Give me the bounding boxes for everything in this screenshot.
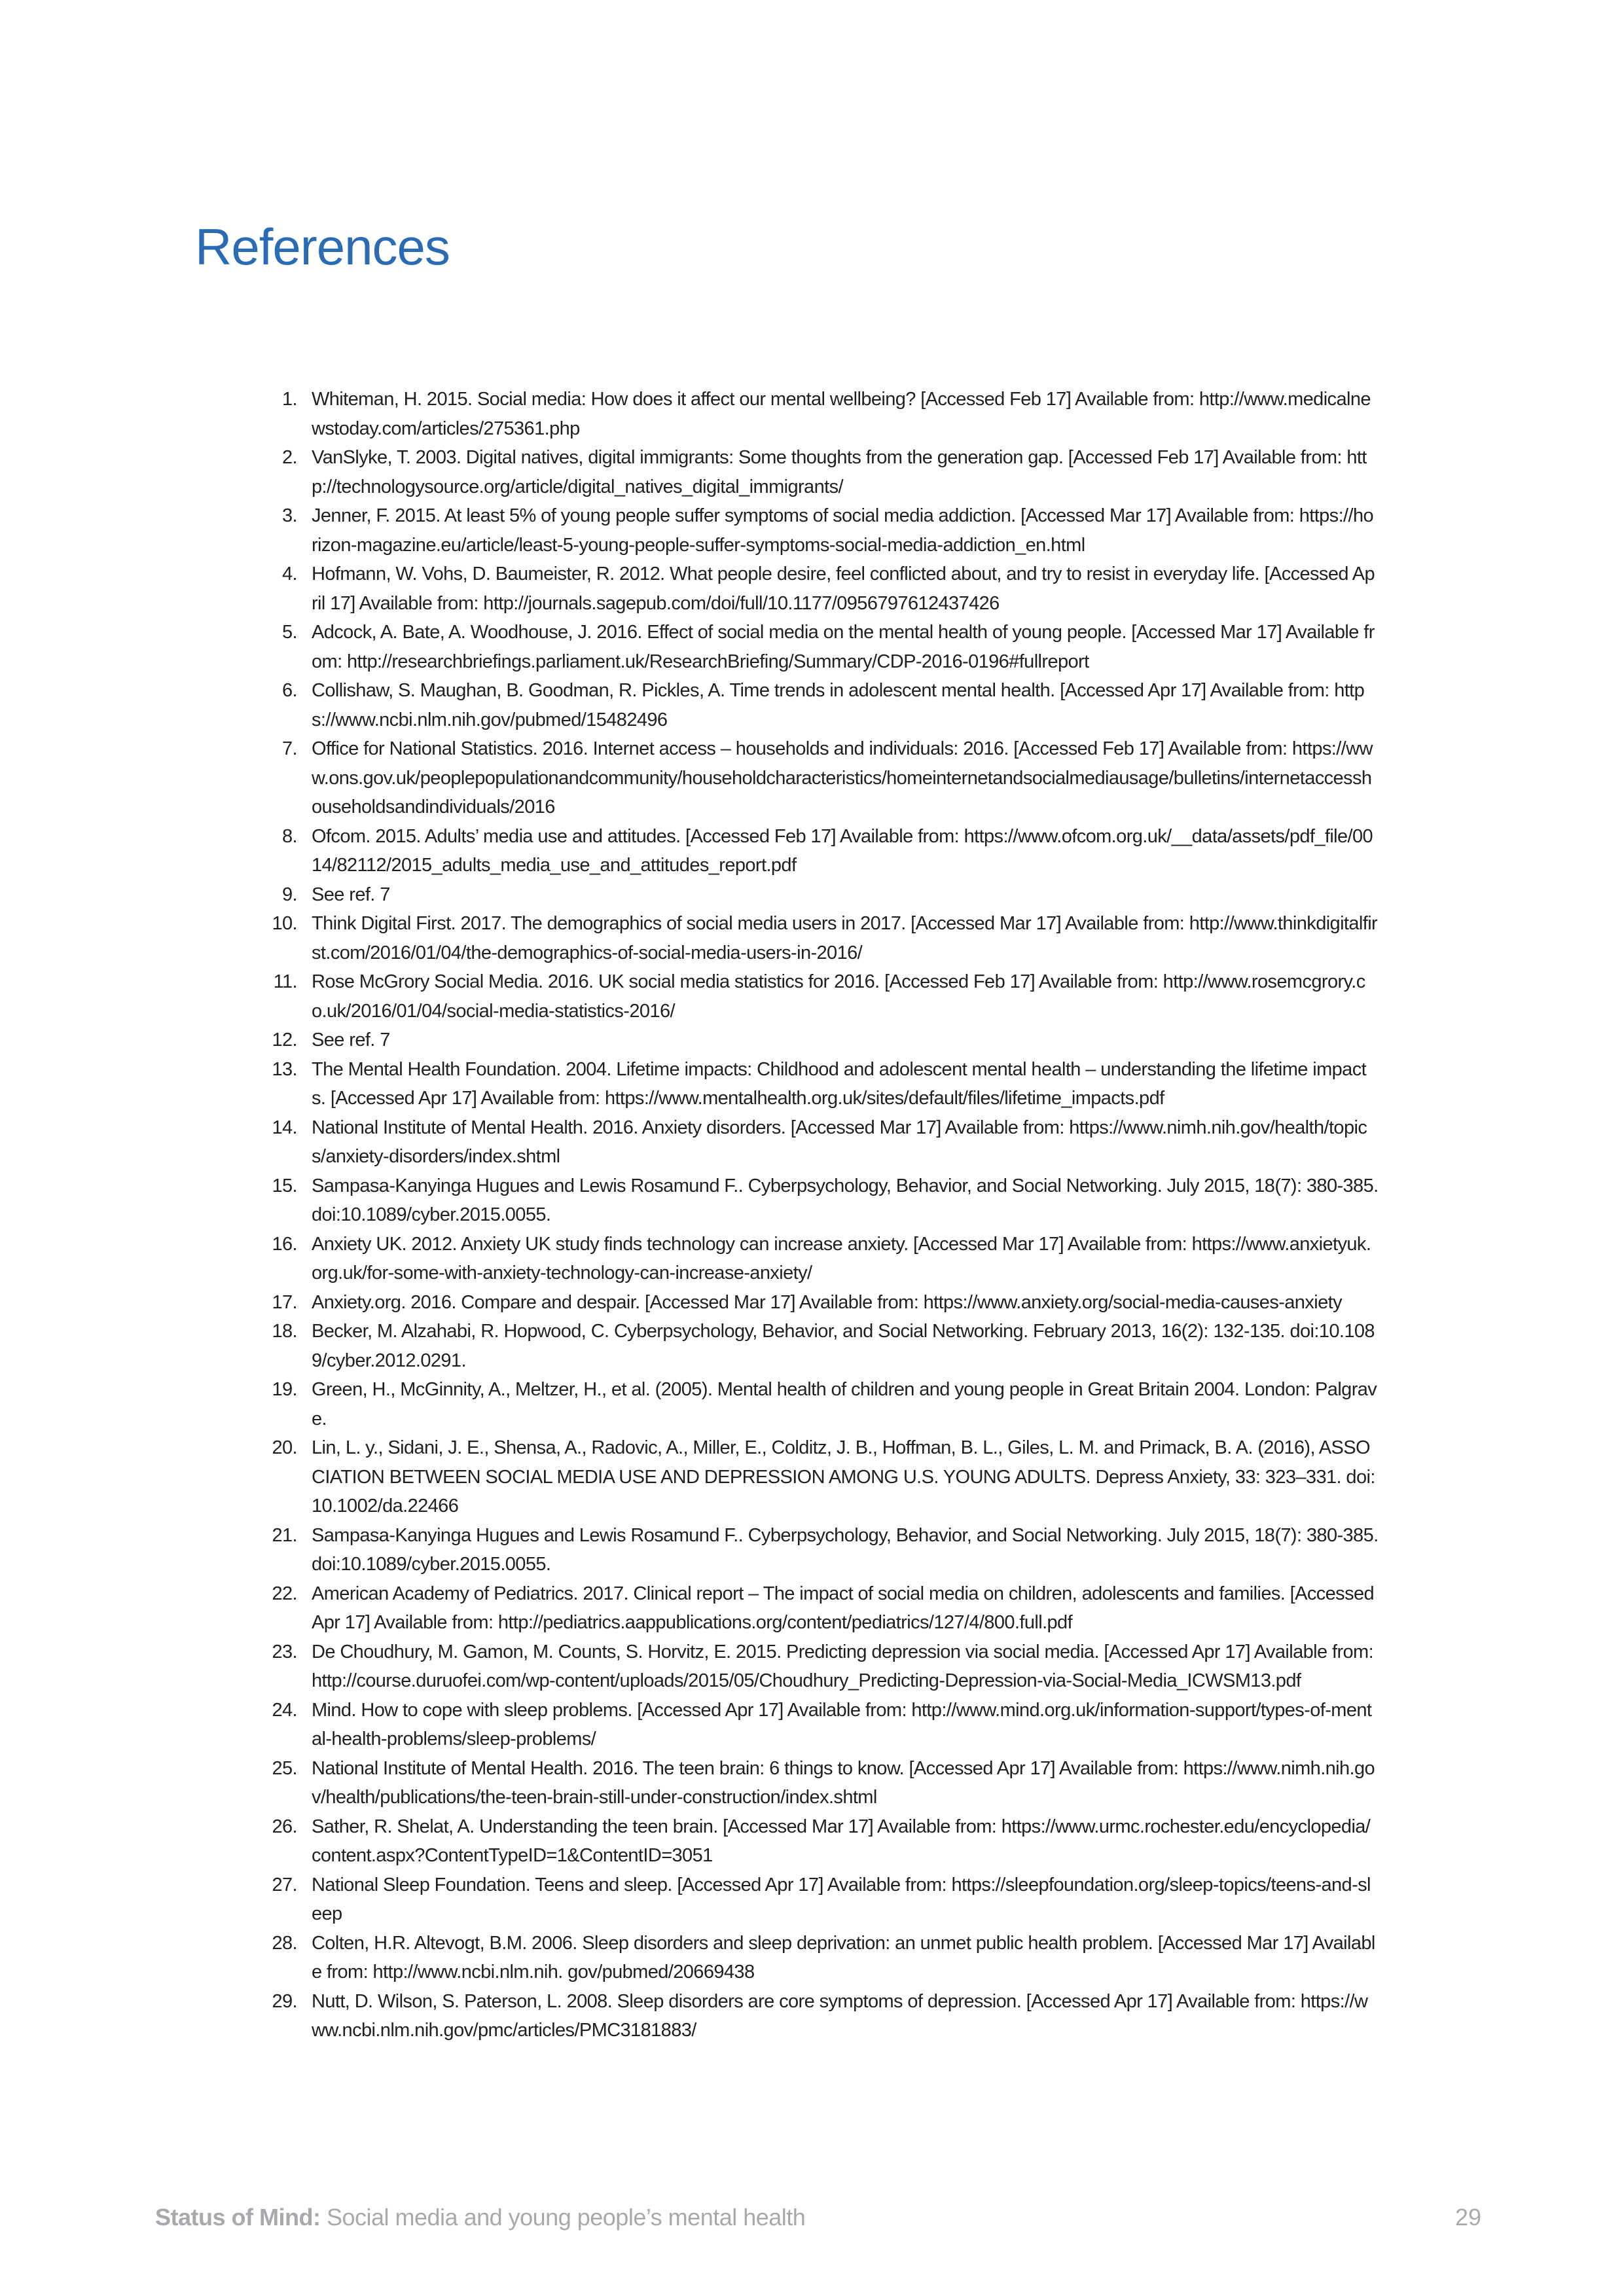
reference-item bbox=[266, 1521, 1379, 1579]
reference-text: Anxiety UK. 2012. Anxiety UK study finds technology can increase anxiety. [Accessed Mar 17] Available from: https://www.anxietyuk.org.uk/for-some-with-anxiety-technology-can-increase-anxiety/ bbox=[312, 1233, 1371, 1283]
reference-text: National Sleep Foundation. Teens and sleep. [Accessed Apr 17] Available from: https://sleepfoundation.org/sleep-topics/teens-and-sleep bbox=[312, 1874, 1371, 1924]
reference-number: 12. bbox=[272, 1030, 297, 1050]
reference-item bbox=[266, 443, 1379, 501]
reference-number: 10. bbox=[272, 913, 297, 934]
reference-text: Ofcom. 2015. Adults’ media use and attitudes. [Accessed Feb 17] Available from: https://www.ofcom.org.uk/__data/assets/pdf_file/0014/82112/2015_adults_media_use_and_attitudes_report.pdf bbox=[312, 825, 1373, 876]
reference-number: 11. bbox=[273, 971, 297, 992]
reference-item bbox=[266, 734, 1379, 822]
reference-item bbox=[266, 560, 1379, 618]
reference-number: 15. bbox=[272, 1175, 297, 1196]
footer-publication: Status of Mind: bbox=[155, 2204, 321, 2231]
reference-number: 19. bbox=[272, 1379, 297, 1400]
reference-text: Think Digital First. 2017. The demographics of social media users in 2017. [Accessed Mar 17] Available from: http://www.thinkdigitalfirst.com/2016/01/04/the-demographics-of-social-media-users-in-2016/ bbox=[312, 913, 1378, 963]
reference-text: Adcock, A. Bate, A. Woodhouse, J. 2016. Effect of social media on the mental health of young people. [Accessed Mar 17] Available from: http://researchbriefings.parliament.uk/ResearchBriefing/Summary/CDP-2016-0196#fullreport bbox=[312, 622, 1375, 672]
reference-number: 4. bbox=[282, 564, 297, 584]
reference-number: 25. bbox=[272, 1757, 297, 1779]
page-number: 29 bbox=[1454, 2204, 1481, 2231]
reference-number: 18. bbox=[272, 1321, 297, 1342]
reference-item bbox=[266, 1987, 1379, 2045]
reference-item bbox=[266, 1375, 1379, 1433]
reference-number: 21. bbox=[272, 1524, 297, 1546]
footer-subtitle: Social media and young people’s mental health bbox=[320, 2204, 806, 2231]
reference-item bbox=[266, 1638, 1379, 1696]
reference-item bbox=[266, 501, 1379, 560]
reference-number: 29. bbox=[272, 1990, 297, 2012]
reference-number: 14. bbox=[272, 1117, 297, 1138]
reference-item bbox=[266, 1317, 1379, 1375]
reference-item bbox=[266, 385, 1379, 443]
reference-text: Mind. How to cope with sleep problems. [Accessed Apr 17] Available from: http://www.mind.org.uk/information-support/types-of-mental-health-problems/sleep-problems/ bbox=[312, 1699, 1372, 1749]
reference-text: See ref. 7 bbox=[312, 1030, 390, 1050]
reference-text: The Mental Health Foundation. 2004. Lifetime impacts: Childhood and adolescent mental health – understanding the lifetime impacts. [Accessed Apr 17] Available from: https://www.mentalhealth.org.uk/sites/default/files/lifetime_impacts.pdf bbox=[312, 1058, 1367, 1109]
reference-item bbox=[266, 618, 1379, 676]
reference-item bbox=[266, 1812, 1379, 1871]
reference-item bbox=[266, 880, 1379, 910]
reference-text: Colten, H.R. Altevogt, B.M. 2006. Sleep disorders and sleep deprivation: an unmet public health problem. [Accessed Mar 17] Available from: http://www.ncbi.nlm.nih. gov/pubmed/20669438 bbox=[312, 1932, 1375, 1982]
reference-item bbox=[266, 1433, 1379, 1521]
reference-item bbox=[266, 1172, 1379, 1230]
reference-text: Hofmann, W. Vohs, D. Baumeister, R. 2012. What people desire, feel conflicted about, and try to resist in everyday life. [Accessed April 17] Available from: http://journals.sagepub.com/doi/full/10.1177/0956797612437426 bbox=[312, 564, 1375, 614]
reference-number: 26. bbox=[272, 1816, 297, 1837]
reference-number: 3. bbox=[282, 505, 297, 526]
reference-text: Rose McGrory Social Media. 2016. UK social media statistics for 2016. [Accessed Feb 17] Available from: http://www.rosemcgrory.co.uk/2016/01/04/social-media-statistics-2016/ bbox=[312, 971, 1365, 1022]
page-title: References bbox=[195, 218, 450, 276]
reference-number: 1. bbox=[282, 389, 297, 410]
footer bbox=[155, 2204, 805, 2231]
reference-text: National Institute of Mental Health. 2016. Anxiety disorders. [Accessed Mar 17] Available from: https://www.nimh.nih.gov/health/topics/anxiety-disorders/index.shtml bbox=[312, 1117, 1367, 1167]
reference-item bbox=[266, 1026, 1379, 1055]
reference-item bbox=[266, 1871, 1379, 1929]
reference-item bbox=[266, 1929, 1379, 1987]
reference-number: 7. bbox=[282, 738, 297, 759]
reference-number: 8. bbox=[282, 825, 297, 847]
reference-text: Nutt, D. Wilson, S. Paterson, L. 2008. Sleep disorders are core symptoms of depression. [Accessed Apr 17] Available from: https://www.ncbi.nlm.nih.gov/pmc/articles/PMC3181883/ bbox=[312, 1990, 1368, 2041]
reference-number: 16. bbox=[272, 1233, 297, 1255]
reference-item bbox=[266, 1055, 1379, 1113]
reference-text: Green, H., McGinnity, A., Meltzer, H., et al. (2005). Mental health of children and young people in Great Britain 2004. London: Palgrave. bbox=[312, 1379, 1377, 1429]
reference-number: 23. bbox=[272, 1641, 297, 1662]
reference-number: 20. bbox=[272, 1437, 297, 1458]
reference-text: VanSlyke, T. 2003. Digital natives, digital immigrants: Some thoughts from the generation gap. [Accessed Feb 17] Available from: http://technologysource.org/article/digital_natives_digital_immigrants/ bbox=[312, 447, 1367, 497]
reference-item bbox=[266, 676, 1379, 734]
reference-item bbox=[266, 1754, 1379, 1812]
reference-number: 2. bbox=[282, 447, 297, 468]
reference-number: 9. bbox=[282, 884, 297, 905]
reference-list bbox=[266, 385, 1379, 2045]
reference-number: 28. bbox=[272, 1932, 297, 1954]
reference-text: Sampasa-Kanyinga Hugues and Lewis Rosamund F.. Cyberpsychology, Behavior, and Social Networking. July 2015, 18(7): 380-385. doi:10.1089/cyber.2015.0055. bbox=[312, 1175, 1379, 1225]
reference-item bbox=[266, 1288, 1379, 1318]
reference-item bbox=[266, 1579, 1379, 1638]
reference-number: 22. bbox=[272, 1583, 297, 1604]
reference-item bbox=[266, 967, 1379, 1026]
reference-number: 13. bbox=[272, 1058, 297, 1080]
reference-item bbox=[266, 1113, 1379, 1172]
reference-item bbox=[266, 1230, 1379, 1288]
reference-number: 17. bbox=[272, 1291, 297, 1313]
reference-number: 27. bbox=[272, 1874, 297, 1895]
reference-number: 5. bbox=[282, 622, 297, 643]
reference-item bbox=[266, 822, 1379, 880]
reference-text: Becker, M. Alzahabi, R. Hopwood, C. Cyberpsychology, Behavior, and Social Networking. February 2013, 16(2): 132-135. doi:10.1089/cyber.2012.0291. bbox=[312, 1321, 1375, 1371]
reference-item bbox=[266, 909, 1379, 967]
reference-text: Whiteman, H. 2015. Social media: How does it affect our mental wellbeing? [Accessed Feb 17] Available from: http://www.medicalnewstoday.com/articles/275361.php bbox=[312, 389, 1371, 439]
reference-text: American Academy of Pediatrics. 2017. Clinical report – The impact of social media on children, adolescents and families. [Accessed Apr 17] Available from: http://pediatrics.aappublications.org/content/pediatrics/127/4/800.full.pdf bbox=[312, 1583, 1375, 1633]
reference-item bbox=[266, 1696, 1379, 1754]
reference-text: Collishaw, S. Maughan, B. Goodman, R. Pickles, A. Time trends in adolescent mental health. [Accessed Apr 17] Available from: https://www.ncbi.nlm.nih.gov/pubmed/15482496 bbox=[312, 680, 1365, 730]
reference-text: Sampasa-Kanyinga Hugues and Lewis Rosamund F.. Cyberpsychology, Behavior, and Social Networking. July 2015, 18(7): 380-385. doi:10.1089/cyber.2015.0055. bbox=[312, 1524, 1379, 1575]
reference-number: 24. bbox=[272, 1699, 297, 1721]
reference-text: Sather, R. Shelat, A. Understanding the teen brain. [Accessed Mar 17] Available from: https://www.urmc.rochester.edu/encyclopedia/content.aspx?ContentTypeID=1&ContentID=3051 bbox=[312, 1816, 1371, 1866]
reference-number: 6. bbox=[282, 680, 297, 701]
reference-text: National Institute of Mental Health. 2016. The teen brain: 6 things to know. [Accessed Apr 17] Available from: https://www.nimh.nih.gov/health/publications/the-teen-brain-still-under-construction/index.shtml bbox=[312, 1757, 1375, 1808]
reference-text: De Choudhury, M. Gamon, M. Counts, S. Horvitz, E. 2015. Predicting depression via social media. [Accessed Apr 17] Available from: http://course.duruofei.com/wp-content/uploads/2015/05/Choudhury_Predicting-Depression-via-Social-Media_ICWSM13.pdf bbox=[312, 1641, 1374, 1691]
reference-text: Office for National Statistics. 2016. Internet access – households and individuals: 2016. [Accessed Feb 17] Available from: https://www.ons.gov.uk/peoplepopulationandcommunity/householdcharacteristics/homeinternetandsocialmediausage/bulletins/internetaccesshouseholdsandindividuals/2016 bbox=[312, 738, 1373, 817]
reference-text: See ref. 7 bbox=[312, 884, 390, 905]
reference-text: Anxiety.org. 2016. Compare and despair. [Accessed Mar 17] Available from: https://www.anxiety.org/social-media-causes-anxiety bbox=[312, 1291, 1342, 1313]
reference-text: Jenner, F. 2015. At least 5% of young people suffer symptoms of social media addiction. [Accessed Mar 17] Available from: https://horizon-magazine.eu/article/least-5-young-people-suffer-symptoms-social-media-addiction_en.html bbox=[312, 505, 1374, 556]
reference-text: Lin, L. y., Sidani, J. E., Shensa, A., Radovic, A., Miller, E., Colditz, J. B., Hoffman, B. L., Giles, L. M. and Primack, B. A. (2016), ASSOCIATION BETWEEN SOCIAL MEDIA USE AND DEPRESSION AMONG U.S. YOUNG ADULTS. Depress Anxiety, 33: 323–331. doi:10.1002/da.22466 bbox=[312, 1437, 1375, 1516]
